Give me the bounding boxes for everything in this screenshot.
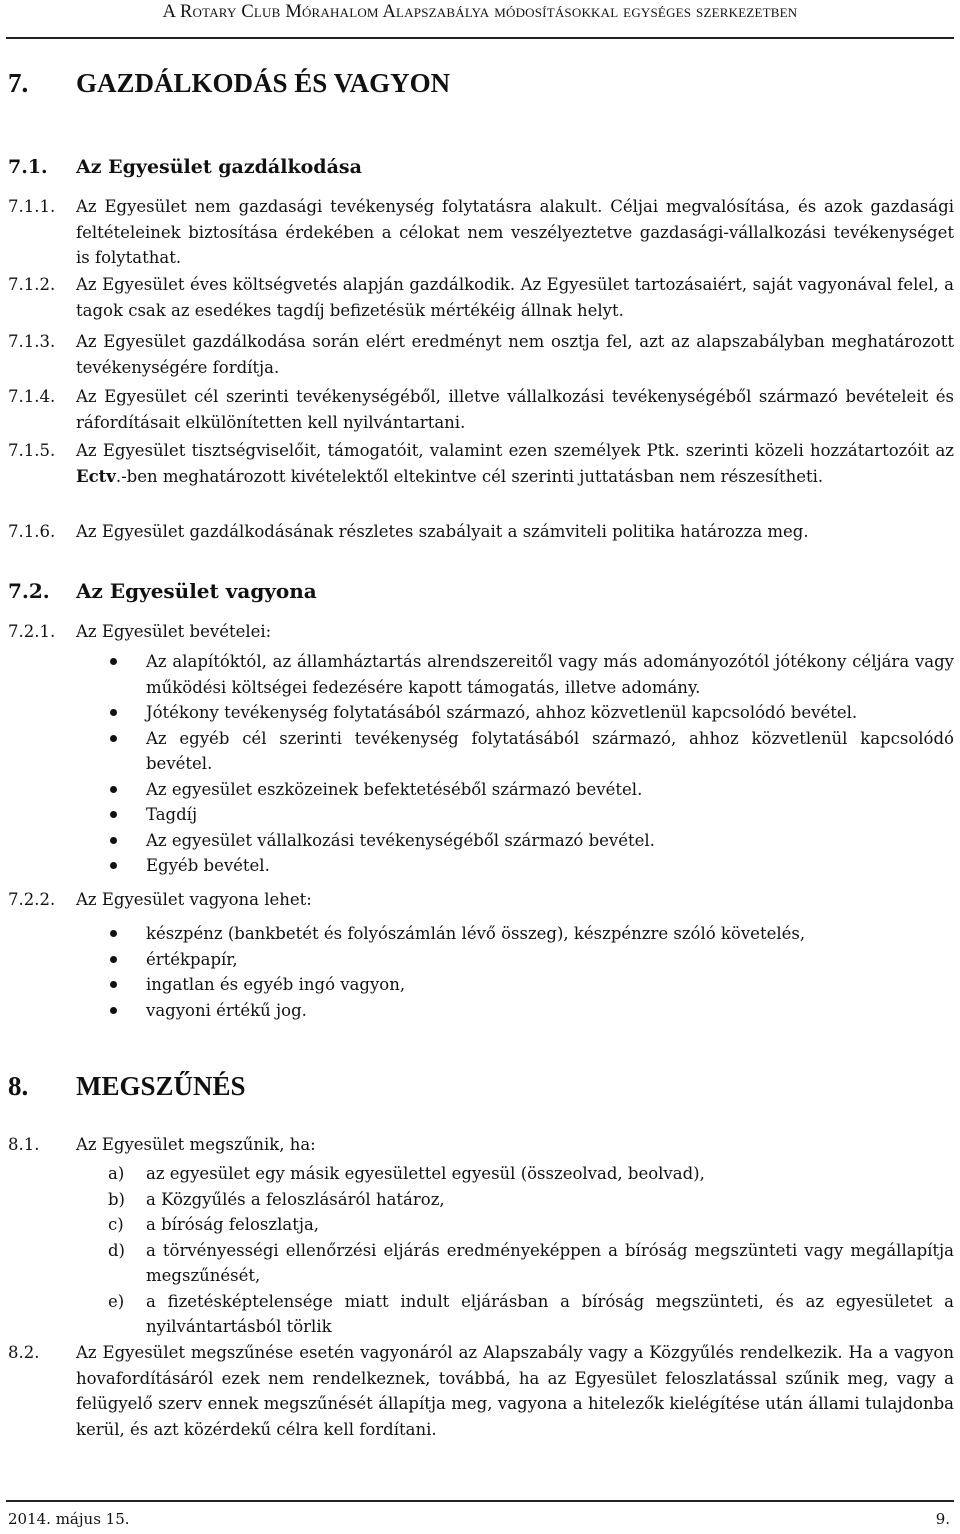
list-item xyxy=(102,998,954,1024)
paragraph-text: Az Egyesület éves költségvetés alapján gazdálkodik. Az Egyesület tartozásaiért, saját vagyonával felel, a tagok csak az esedékes tagdíj befizetésük mértékéig állnak helyt. xyxy=(76,275,954,320)
list-item-text: Jótékony tevékenység folytatásából származó, ahhoz közvetlenül kapcsolódó bevétel. xyxy=(146,703,858,722)
paragraph-text: Az Egyesület gazdálkodásának részletes szabályait a számviteli politika határozza meg. xyxy=(76,522,809,541)
bullet-icon xyxy=(110,786,117,793)
list-item-text: vagyoni értékű jog. xyxy=(146,1000,307,1020)
section-number: 7. xyxy=(8,68,29,98)
list-item xyxy=(102,726,954,777)
paragraph-8-2 xyxy=(8,1340,954,1442)
text-segment: Az Egyesület tisztségviselőit, támogatóit, valamint ezen személyek Ptk. szerinti közeli hozzátartozóit az xyxy=(76,441,954,460)
section-8-heading xyxy=(8,1071,246,1102)
list-letter: a) xyxy=(108,1164,125,1183)
bullet-icon xyxy=(110,735,117,742)
list-item-text: az egyesület egy másik egyesülettel egyesül (összeolvad, beolvad), xyxy=(146,1164,705,1183)
paragraph-text: Az Egyesület megszűnik, ha: xyxy=(76,1135,316,1154)
revenue-list xyxy=(102,649,954,879)
list-item xyxy=(102,777,954,803)
list-item xyxy=(102,947,954,973)
section-title: GAZDÁLKODÁS ÉS VAGYON xyxy=(76,68,451,98)
section-7-heading xyxy=(8,68,450,99)
list-item-text: Egyéb bevétel. xyxy=(146,856,270,875)
section-number: 8. xyxy=(8,1071,29,1101)
list-item-text: Tagdíj xyxy=(146,805,198,824)
list-item xyxy=(102,802,954,828)
list-item-text: készpénz (bankbetét és folyószámlán lévő összeg), készpénzre szóló követelés, xyxy=(146,924,806,943)
subsection-number: 7.1. xyxy=(8,156,48,178)
list-item-text: a törvényességi ellenőrzési eljárás eredményeképpen a bíróság megszünteti vagy megállapítja megszűnését, xyxy=(146,1240,954,1285)
bullet-icon xyxy=(110,811,117,818)
paragraph-7-1-1 xyxy=(8,194,954,271)
subsection-number: 7.2. xyxy=(8,579,50,603)
paragraph-text: Az Egyesület cél szerinti tevékenységéből, illetve vállalkozási tevékenységéből származó bevételeit és ráfordításait elkülönítetten kell nyilvántartani. xyxy=(76,387,954,432)
list-item xyxy=(102,828,954,854)
bullet-icon xyxy=(110,862,117,869)
paragraph-text: Az Egyesület vagyona lehet: xyxy=(76,890,312,909)
list-item xyxy=(108,1161,954,1187)
subsection-title: Az Egyesület gazdálkodása xyxy=(76,156,362,178)
bullet-icon xyxy=(110,837,117,844)
list-item-text: a fizetésképtelensége miatt indult eljárásban a bíróság megszünteti, és az egyesületet a nyilvántartásból törlik xyxy=(146,1291,954,1336)
bullet-icon xyxy=(110,956,117,963)
list-item-text: Az egyesület vállalkozási tevékenységéből származó bevétel. xyxy=(146,830,655,850)
bullet-icon xyxy=(110,1007,117,1014)
paragraph-7-1-5 xyxy=(8,438,954,489)
list-item xyxy=(108,1212,954,1238)
subsection-title: Az Egyesület vagyona xyxy=(76,579,317,603)
paragraph-number: 7.2.1. xyxy=(8,622,56,641)
list-item xyxy=(102,649,954,700)
list-item-text: a Közgyűlés a feloszlásáról határoz, xyxy=(146,1189,445,1209)
running-header xyxy=(8,2,952,36)
bullet-icon xyxy=(110,930,117,937)
list-item xyxy=(102,921,954,947)
list-item-text: ingatlan és egyéb ingó vagyon, xyxy=(146,975,406,994)
list-item-text: Az egyesület eszközeinek befektetéséből származó bevétel. xyxy=(146,779,643,799)
header-divider xyxy=(6,37,954,39)
paragraph-text xyxy=(76,438,954,489)
paragraph-7-1-3 xyxy=(8,329,954,380)
paragraph-7-2-1 xyxy=(8,619,954,645)
list-item-text: a bíróság feloszlatja, xyxy=(146,1215,320,1234)
list-item xyxy=(108,1289,954,1340)
list-letter: e) xyxy=(108,1291,125,1311)
bullet-icon xyxy=(110,981,117,988)
list-item-text: értékpapír, xyxy=(146,949,238,969)
list-item-text: Az alapítóktól, az államháztartás alrendszereitől vagy más adományozótól jótékony céljára vagy működési költségei fedezésére kapott támogatás, illetve adomány. xyxy=(146,652,954,697)
list-item-text: Az egyéb cél szerinti tevékenység folytatásából származó, ahhoz közvetlenül kapcsolódó bevétel. xyxy=(146,728,954,773)
paragraph-number: 7.2.2. xyxy=(8,890,56,909)
paragraph-7-2-2 xyxy=(8,887,954,913)
paragraph-7-1-6 xyxy=(8,519,954,545)
paragraph-number: 7.1.5. xyxy=(8,441,56,460)
paragraph-number: 8.2. xyxy=(8,1343,40,1362)
paragraph-text: Az Egyesület nem gazdasági tevékenység folytatásra alakult. Céljai megvalósítása, és azok gazdasági feltételeinek biztosítása érdekében a célokat nem veszélyeztetve gazdasági-vállalkozási tevékenységet is folytathat. xyxy=(76,197,954,267)
law-abbreviation: Ectv xyxy=(76,466,116,486)
paragraph-number: 7.1.4. xyxy=(8,387,56,406)
list-letter: b) xyxy=(108,1189,125,1209)
bullet-icon xyxy=(110,658,117,665)
paragraph-8-1 xyxy=(8,1132,954,1158)
paragraph-text: Az Egyesület gazdálkodása során elért eredményt nem osztja fel, azt az alapszabályban meghatározott tevékenységére fordítja. xyxy=(76,332,954,377)
assets-list xyxy=(102,921,954,1023)
paragraph-7-1-2 xyxy=(8,272,954,323)
page-number: 9. xyxy=(935,1510,950,1528)
subsection-7-2-heading xyxy=(8,579,317,603)
footer-date: 2014. május 15. xyxy=(8,1510,130,1528)
paragraph-number: 7.1.3. xyxy=(8,332,56,351)
list-item xyxy=(102,700,954,726)
paragraph-text: Az Egyesület bevételei: xyxy=(76,622,272,641)
section-title: MEGSZŰNÉS xyxy=(76,1071,246,1101)
paragraph-number: 7.1.2. xyxy=(8,275,56,294)
paragraph-number: 7.1.1. xyxy=(8,197,56,216)
subsection-7-1-heading xyxy=(8,156,362,178)
list-letter: d) xyxy=(108,1240,125,1260)
list-letter: c) xyxy=(108,1215,124,1234)
paragraph-number: 7.1.6. xyxy=(8,522,56,541)
paragraph-7-1-4 xyxy=(8,384,954,435)
paragraph-number: 8.1. xyxy=(8,1135,40,1154)
termination-conditions-list xyxy=(108,1161,954,1340)
text-segment: .-ben meghatározott kivételektől eltekintve cél szerinti juttatásban nem részesítheti. xyxy=(115,466,824,486)
footer-divider xyxy=(6,1500,954,1502)
list-item xyxy=(108,1187,954,1213)
paragraph-text: Az Egyesület megszűnése esetén vagyonáról az Alapszabály vagy a Közgyűlés rendelkezik. Ha a vagyon hovafordításáról ezek nem rendelkeznek, továbbá, ha az Egyesület feloszlatással szűnik meg, vagy a felügyelő szerv ennek megszűnését állapítja meg, vagyona a hitelezők kielégítése után állami tulajdonba kerül, és azt közérdekű célra kell fordítani. xyxy=(76,1343,954,1439)
list-item xyxy=(102,972,954,998)
bullet-icon xyxy=(110,709,117,716)
header-title: A Rotary Club Mórahalom Alapszabálya módosításokkal egységes szerkezetben xyxy=(162,2,798,22)
list-item xyxy=(108,1238,954,1289)
list-item xyxy=(102,853,954,879)
